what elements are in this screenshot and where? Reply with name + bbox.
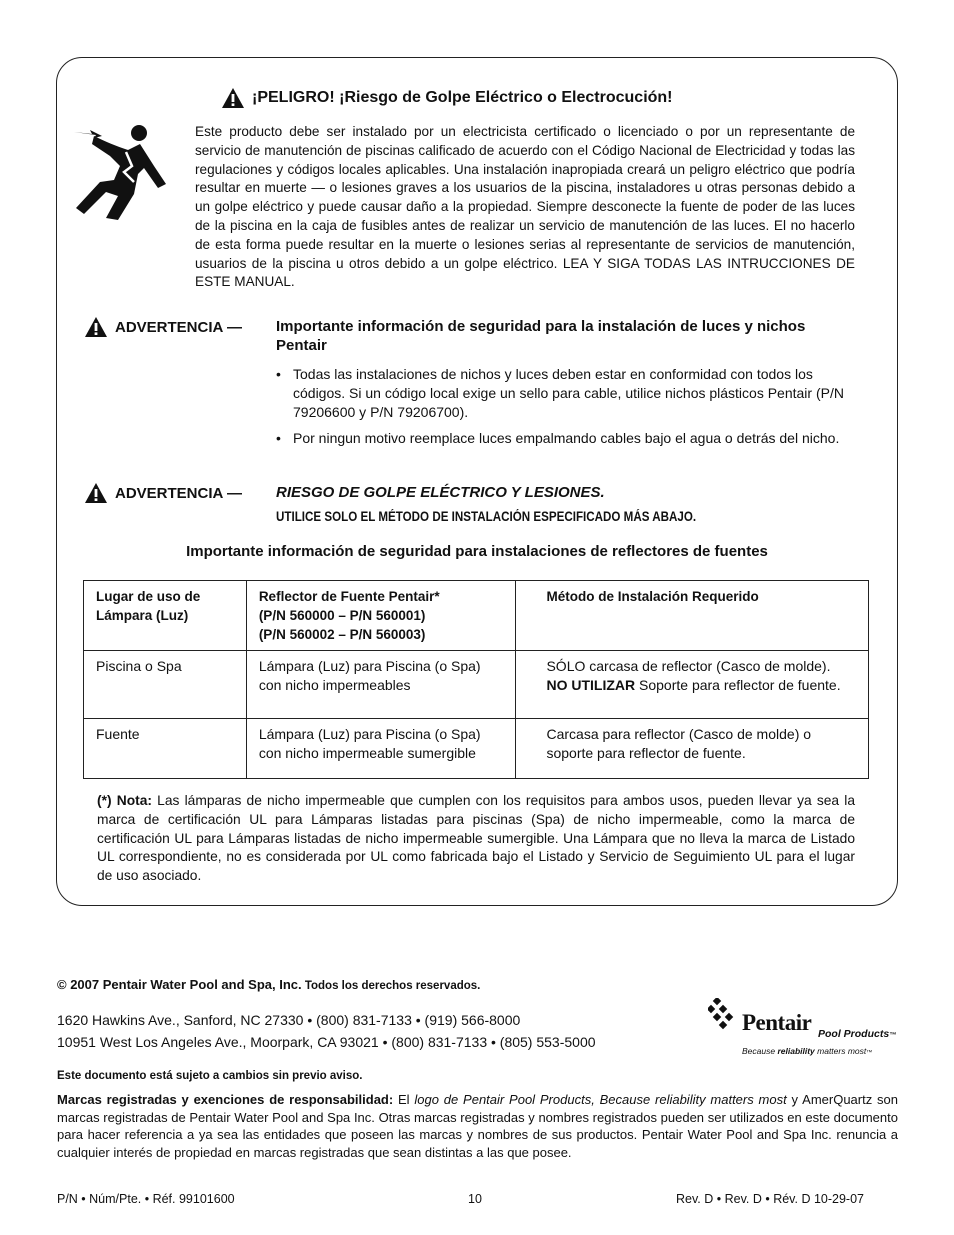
warning-triangle-icon — [85, 483, 107, 503]
list-item: • Por ningun motivo reemplace luces empalmando cables bajo el agua o detrás del nicho. — [276, 430, 840, 446]
logo-brand: Pentair — [742, 1010, 812, 1035]
table-cell: Piscina o Spa — [84, 651, 247, 719]
warning-bullets — [276, 365, 856, 455]
table-cell: SÓLO carcasa de reflector (Casco de molde). NO UTILIZAR Soporte para reflector de fuente. — [516, 651, 869, 719]
warning-title: Importante información de seguridad para la instalación de luces y nichos Pentair — [276, 318, 806, 354]
danger-title: ¡PELIGRO! ¡Riesgo de Golpe Eléctrico o Electrocución! — [252, 89, 673, 106]
table-cell: Lámpara (Luz) para Piscina (o Spa) con nicho impermeables — [246, 651, 516, 719]
warning-subtitle: UTILICE SOLO EL MÉTODO DE INSTALACIÓN ESPECIFICADO MÁS ABAJO. — [276, 509, 697, 524]
copyright: © 2007 Pentair Water Pool and Spa, Inc. Todos los derechos reservados. — [57, 977, 481, 992]
section-title: Importante información de seguridad para instalaciones de reflectores de fuentes — [186, 543, 768, 560]
logo-product: Pool Products™ — [818, 1028, 897, 1040]
table-row — [84, 719, 869, 779]
table-header-cell: Reflector de Fuente Pentair* (P/N 560000 – P/N 560001) (P/N 560002 – P/N 560003) — [246, 581, 516, 651]
table-header-cell: Método de Instalación Requerido — [516, 581, 869, 651]
warning-triangle-icon — [222, 88, 244, 108]
danger-heading — [222, 88, 673, 108]
footnote: (*) Nota: Las lámparas de nicho impermeable que cumplen con los requisitos para ambos usos, pueden llevar ya sea la marca de certificación UL para Lámparas listadas para piscinas (Spa) de nicho impermeable, como la marca de certificación UL para Lámparas listadas de nicho impermeable sumergible. Una Lámpara que no lleva la marca de Listado UL correspondiente, no es considerada por UL como fabricada bajo el Listado y Servicio de Seguimiento UL para el lugar de uso asociado. — [97, 793, 855, 884]
notice-subject-to-change: Este documento está sujeto a cambios sin previo aviso. — [57, 1070, 363, 1082]
address-moorpark: 10951 West Los Angeles Ave., Moorpark, CA 93021 • (800) 831-7133 • (805) 553-5000 — [57, 1034, 596, 1050]
pentair-mark-icon — [708, 998, 740, 1030]
warning-triangle-icon — [85, 317, 107, 337]
pentair-logo — [706, 996, 901, 1060]
table-header-cell: Lugar de uso de Lámpara (Luz) — [84, 581, 247, 651]
table-cell: Carcasa para reflector (Casco de molde) o soporte para reflector de fuente. — [516, 719, 869, 779]
address-sanford: 1620 Hawkins Ave., Sanford, NC 27330 • (800) 831-7133 • (919) 566-8000 — [57, 1012, 521, 1028]
list-item: • Todas las instalaciones de nichos y luces deben estar en conformidad con todos los códigos. Si un código local exige un sello para cable, utilice nichos plásticos Pentair (P/N 79206600 y P/N 79206700). — [276, 366, 844, 420]
part-number: P/N • Núm/Pte. • Réf. 99101600 — [57, 1192, 235, 1206]
trademark-notice: Marcas registradas y exenciones de responsabilidad: El logo de Pentair Pool Products, Because reliability matters most y AmerQuartz son marcas registradas de Pentair Water Pool and Spa Inc. Otras marcas registradas y nombres registrados pueden ser utilizados en este documento para hacer referencia a ya sea las entidades que poseen las marcas y nombres de sus productos. Pentair Water Pool and Spa Inc. renuncia a cualquier interés de propiedad en marcas registradas que sean distintas a las que posee. — [57, 1092, 898, 1160]
warning-lights-niches — [85, 317, 846, 355]
warning-shock-injury — [85, 483, 846, 503]
danger-body: Este producto debe ser instalado por un electricista certificado o licenciado o por un representante de servicio de manutención de piscinas calificado de acuerdo con el Código Nacional de Electricidad y todas las regulaciones y códigos locales aplicables. Una instalación inapropiada creará un peligro eléctrico que podría resultar en muerte — o lesiones graves a los usuarios de la piscina, instaladores u otras personas debido a un golpe eléctrico y puede causar daño a la propiedad. Siempre desconecte la fuente de poder de las luces de la piscina en la caja de fusibles antes de realizar un servicio de manutención de las luces. El no hacerlo de esta forma puede resultar en la muerte o lesiones serias al representante de servicios de manutención, usuarios de la piscina u otros debido a un golpe eléctrico. LEA Y SIGA TODAS LAS INTRUCCIONES DE ESTE MANUAL. — [195, 124, 855, 290]
reflector-table — [83, 580, 869, 779]
electric-shock-icon — [70, 122, 180, 222]
table-row — [84, 651, 869, 719]
warning-label: ADVERTENCIA — — [115, 318, 242, 336]
warning-label: ADVERTENCIA — — [115, 484, 242, 502]
page-number: 10 — [468, 1192, 482, 1206]
revision: Rev. D • Rev. D • Rév. D 10-29-07 — [676, 1192, 864, 1206]
table-cell: Fuente — [84, 719, 247, 779]
warning-title: RIESGO DE GOLPE ELÉCTRICO Y LESIONES. — [276, 484, 605, 501]
logo-tagline: Because reliability matters most™ — [742, 1046, 873, 1056]
table-cell: Lámpara (Luz) para Piscina (o Spa) con nicho impermeable sumergible — [246, 719, 516, 779]
table-header-row — [84, 581, 869, 651]
